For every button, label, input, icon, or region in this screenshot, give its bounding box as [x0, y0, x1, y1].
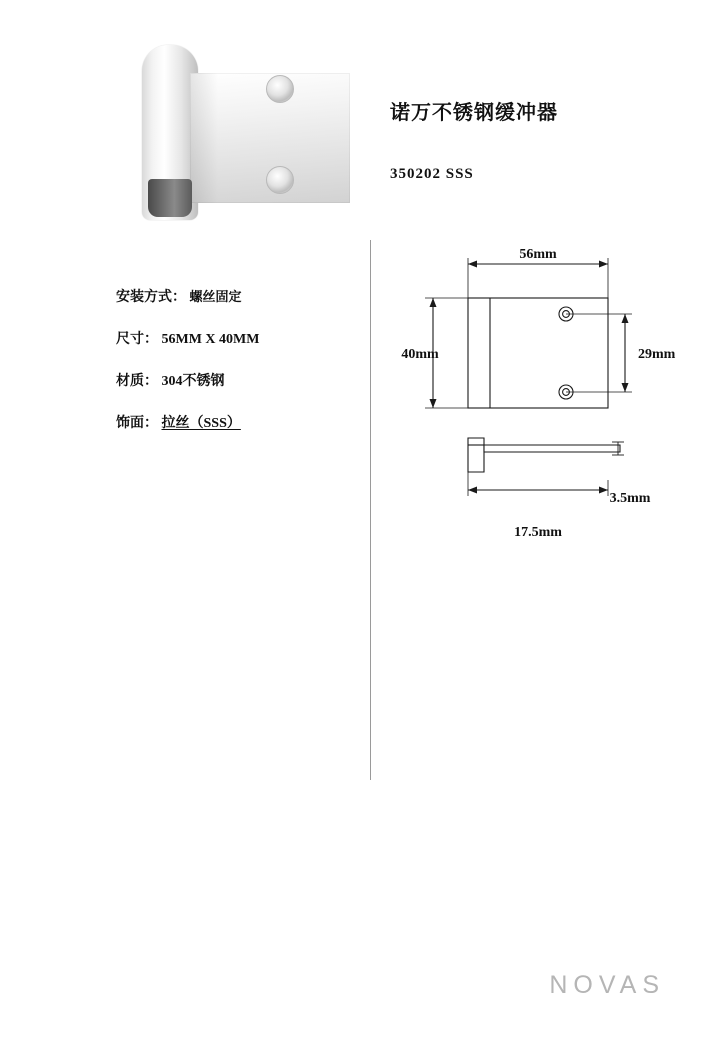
spec-row-material	[116, 370, 346, 390]
spec-label-size: 尺寸：	[116, 332, 158, 347]
product-photo	[130, 35, 370, 220]
screw-hole-bottom	[266, 166, 294, 194]
dim-height-left: 40mm	[401, 347, 439, 362]
dim-hole-spacing: 29mm	[638, 347, 676, 362]
product-title: 诺万不锈钢缓冲器	[390, 102, 558, 124]
spec-label-mounting: 安装方式：	[116, 290, 186, 305]
spec-list	[116, 286, 346, 454]
spec-value-finish: 拉丝（SSS）	[161, 416, 241, 431]
spec-row-size	[116, 328, 346, 348]
product-model: 350202 SSS	[390, 166, 474, 182]
spec-label-material: 材质：	[116, 374, 158, 389]
spec-label-finish: 饰面：	[116, 416, 158, 431]
dim-depth: 17.5mm	[514, 525, 562, 540]
spec-row-mounting	[116, 286, 346, 306]
technical-drawing	[380, 240, 710, 550]
screw-hole-top	[266, 75, 294, 103]
dim-thickness: 3.5mm	[609, 491, 651, 506]
spec-value-size: 56MM X 40MM	[161, 332, 260, 347]
spec-value-material: 304不锈钢	[161, 374, 225, 389]
spec-row-finish	[116, 412, 346, 432]
barrel-end-cap	[148, 179, 192, 217]
spec-value-mounting: 螺丝固定	[189, 289, 242, 304]
brand-logo: NOVAS	[549, 971, 665, 999]
dim-width-top: 56mm	[519, 247, 557, 262]
vertical-divider	[370, 240, 371, 780]
